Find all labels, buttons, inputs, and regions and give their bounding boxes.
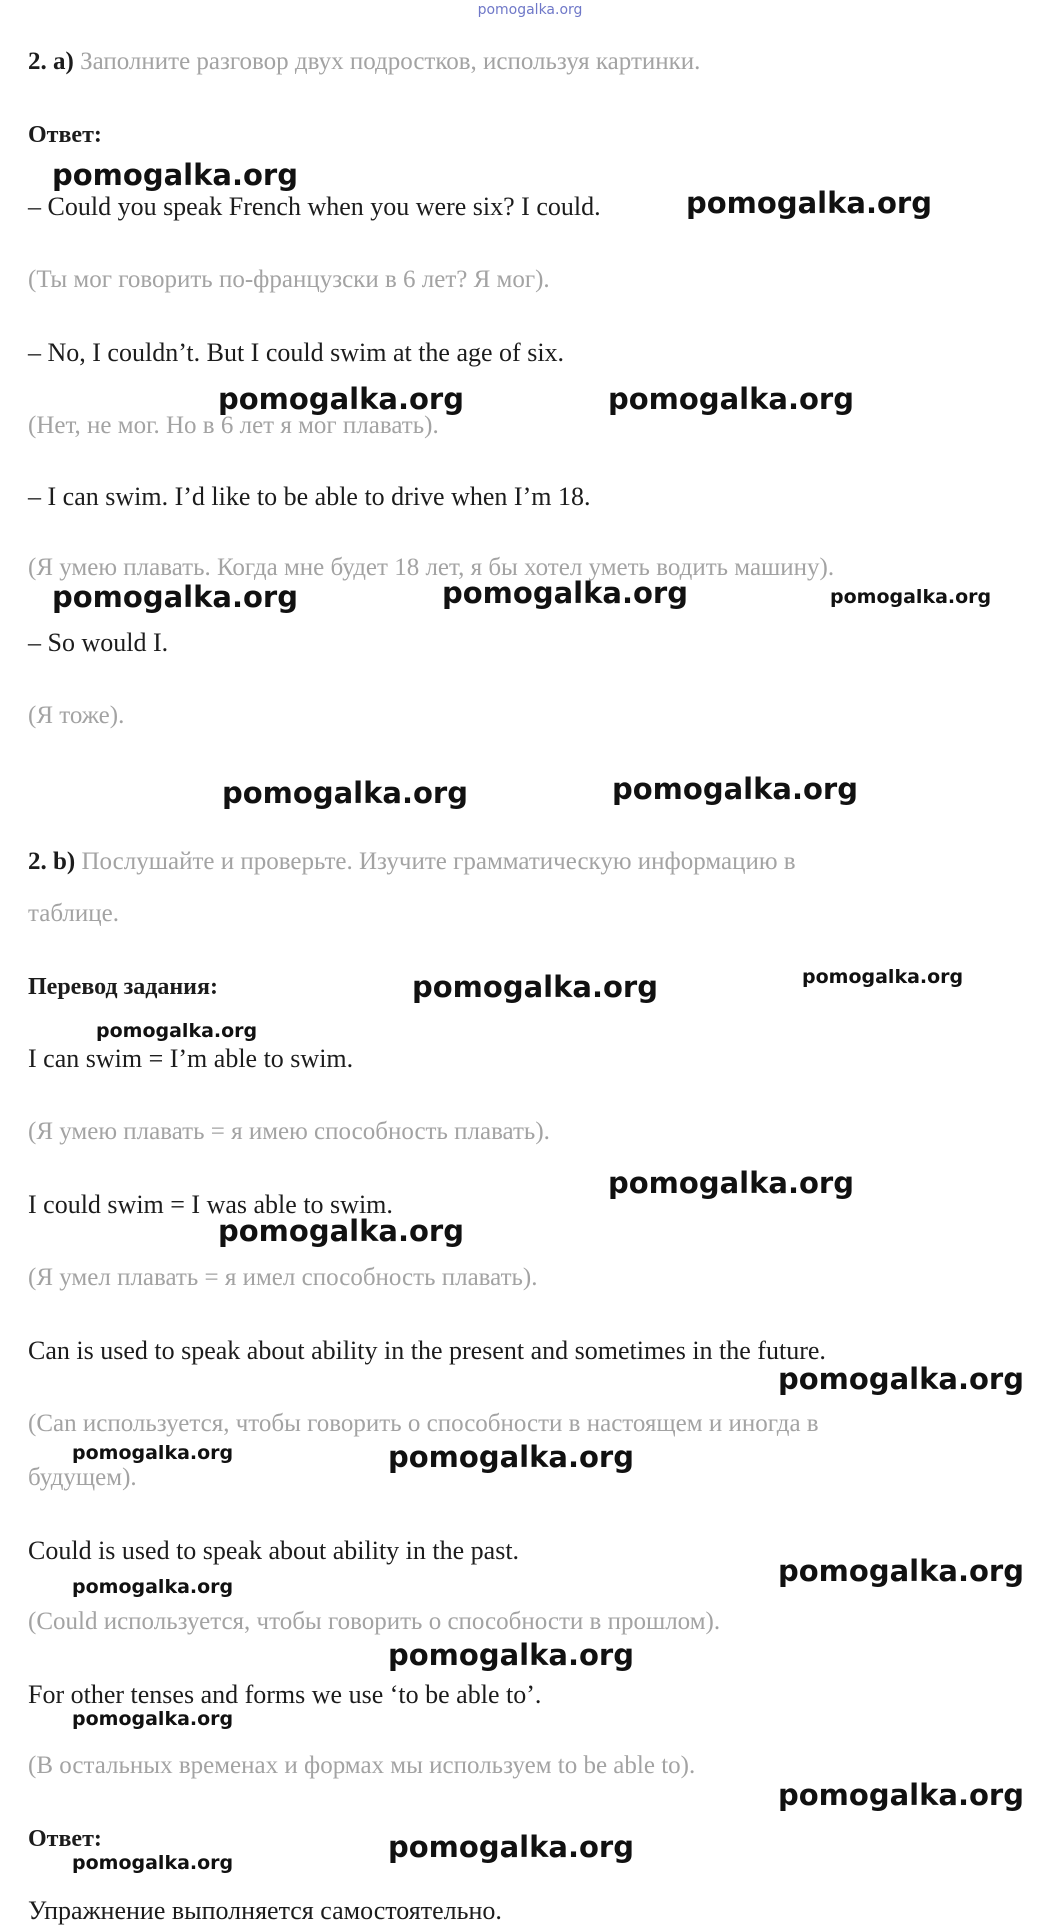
watermark: pomogalka.org — [52, 158, 298, 192]
task-b-text-line-2: таблице. — [28, 900, 120, 927]
dialogue-line-2-en: – No, I couldn’t. But I could swim at the age of six. — [28, 338, 565, 367]
watermark: pomogalka.org — [222, 776, 468, 810]
watermark: pomogalka.org — [686, 186, 932, 220]
watermark: pomogalka.org — [52, 580, 298, 614]
grammar-2-ru: (Я умел плавать = я имел способность плавать). — [28, 1264, 538, 1291]
watermark: pomogalka.org — [778, 1778, 1024, 1812]
grammar-2-en: I could swim = I was able to swim. — [28, 1190, 393, 1219]
task-b-text-line-1: Послушайте и проверьте. Изучите грамматическую информацию в — [81, 848, 796, 875]
dialogue-line-3-ru: (Я умею плавать. Когда мне будет 18 лет, я бы хотел уметь водить машину). — [28, 554, 835, 581]
answer-label: Ответ: — [28, 122, 102, 148]
watermark: pomogalka.org — [412, 970, 658, 1004]
task-b-number: 2. b) — [28, 848, 76, 875]
grammar-5-ru: (В остальных временах и формах мы используем to be able to). — [28, 1752, 696, 1779]
dialogue-line-2-ru: (Нет, не мог. Но в 6 лет я мог плавать). — [28, 412, 439, 439]
task-a-text: Заполните разговор двух подростков, используя картинки. — [80, 48, 701, 75]
grammar-4-en: Could is used to speak about ability in the past. — [28, 1536, 520, 1565]
watermark: pomogalka.org — [388, 1830, 634, 1864]
watermark: pomogalka.org — [778, 1362, 1024, 1396]
watermark: pomogalka.org — [612, 772, 858, 806]
watermark: pomogalka.org — [830, 586, 992, 608]
header-watermark: pomogalka.org — [477, 2, 583, 18]
dialogue-line-4-en: – So would I. — [28, 628, 169, 657]
task-b-heading — [28, 848, 796, 876]
grammar-3-ru-line-1: (Can используется, чтобы говорить о способности в настоящем и иногда в — [28, 1410, 819, 1437]
watermark: pomogalka.org — [72, 1708, 234, 1730]
grammar-5-en: For other tenses and forms we use ‘to be able to’. — [28, 1680, 542, 1709]
watermark: pomogalka.org — [72, 1442, 234, 1464]
watermark: pomogalka.org — [608, 382, 854, 416]
watermark: pomogalka.org — [388, 1440, 634, 1474]
watermark: pomogalka.org — [608, 1166, 854, 1200]
grammar-4-ru: (Could используется, чтобы говорить о способности в прошлом). — [28, 1608, 721, 1635]
task-a-heading — [28, 48, 700, 76]
watermark: pomogalka.org — [218, 1214, 464, 1248]
watermark: pomogalka.org — [96, 1020, 258, 1042]
grammar-3-en: Can is used to speak about ability in the present and sometimes in the future. — [28, 1336, 826, 1365]
grammar-3-ru-line-2: будущем). — [28, 1464, 137, 1491]
watermark: pomogalka.org — [388, 1638, 634, 1672]
dialogue-line-1-en: – Could you speak French when you were six? I could. — [28, 192, 601, 221]
dialogue-line-3-en: – I can swim. I’d like to be able to drive when I’m 18. — [28, 482, 591, 511]
dialogue-line-1-ru: (Ты мог говорить по-французски в 6 лет? Я мог). — [28, 266, 550, 293]
task-a-number: 2. а) — [28, 48, 74, 75]
grammar-1-ru: (Я умею плавать = я имею способность плавать). — [28, 1118, 550, 1145]
watermark: pomogalka.org — [72, 1852, 234, 1874]
watermark: pomogalka.org — [442, 576, 688, 610]
answer-label-2: Ответ: — [28, 1826, 102, 1852]
dialogue-line-4-ru: (Я тоже). — [28, 702, 125, 729]
translation-label: Перевод задания: — [28, 974, 218, 1000]
watermark: pomogalka.org — [802, 966, 964, 988]
final-answer-text: Упражнение выполняется самостоятельно. — [28, 1896, 502, 1925]
grammar-1-en: I can swim = I’m able to swim. — [28, 1044, 354, 1073]
watermark: pomogalka.org — [72, 1576, 234, 1598]
watermark: pomogalka.org — [218, 382, 464, 416]
watermark: pomogalka.org — [778, 1554, 1024, 1588]
